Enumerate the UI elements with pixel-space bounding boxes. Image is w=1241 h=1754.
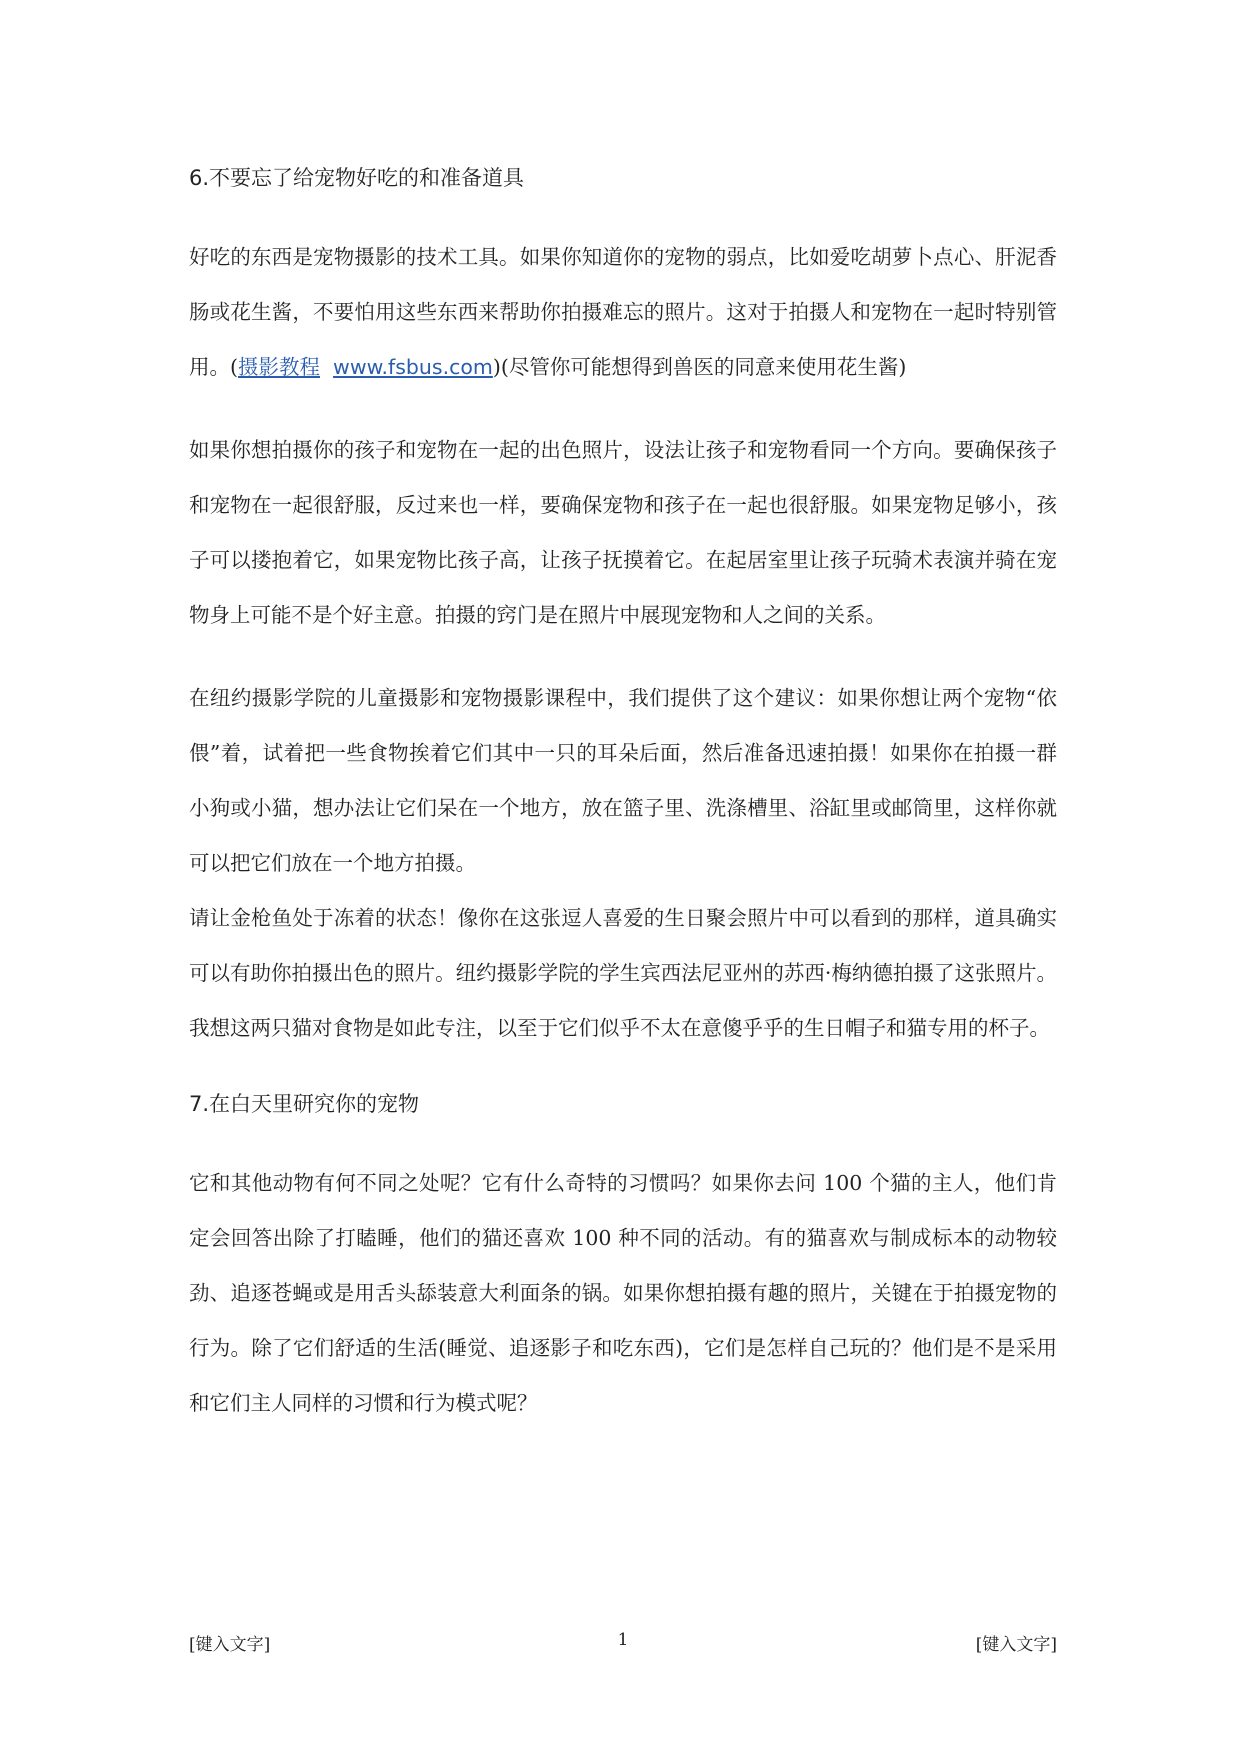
section-6-paragraph-1 (189, 230, 1057, 395)
fsbus-url-link[interactable]: www.fsbus.com (333, 355, 493, 379)
footer-left-placeholder[interactable]: [键入文字] (189, 1635, 271, 1655)
tutorial-link[interactable]: 摄影教程 (238, 355, 320, 379)
footer-page-number: 1 (617, 1630, 629, 1650)
section-6-paragraph-3: 在纽约摄影学院的儿童摄影和宠物摄影课程中，我们提供了这个建议：如果你想让两个宠物“依偎”着，试着把一些食物挨着它们其中一只的耳朵后面，然后准备迅速拍摄！如果你在拍摄一群小狗或小猫，想办法让它们呆在一个地方，放在篮子里、洗涤槽里、浴缸里或邮筒里，这样你就可以把它们放在一个地方拍摄。 (189, 686, 1057, 875)
section-6-paragraph-2: 如果你想拍摄你的孩子和宠物在一起的出色照片，设法让孩子和宠物看同一个方向。要确保孩子和宠物在一起很舒服，反过来也一样，要确保宠物和孩子在一起也很舒服。如果宠物足够小，孩子可以搂抱着它，如果宠物比孩子高，让孩子抚摸着它。在起居室里让孩子玩骑术表演并骑在宠物身上可能不是个好主意。拍摄的窍门是在照片中展现宠物和人之间的关系。 (189, 438, 1057, 627)
section-6-number: 6. (189, 166, 210, 190)
footer-right-placeholder[interactable]: [键入文字] (975, 1635, 1057, 1655)
section-6-paragraph-4: 请让金枪鱼处于冻着的状态！像你在这张逗人喜爱的生日聚会照片中可以看到的那样，道具确实可以有助你拍摄出色的照片。纽约摄影学院的学生宾西法尼亚州的苏西·梅纳德拍摄了这张照片。我想这两只猫对食物是如此专注，以至于它们似乎不太在意傻乎乎的生日帽子和猫专用的杯子。 (189, 906, 1057, 1040)
section-6-title: 不要忘了给宠物好吃的和准备道具 (209, 166, 525, 190)
section-7-title: 在白天里研究你的宠物 (209, 1092, 420, 1116)
section-7-number: 7. (189, 1092, 210, 1116)
section-7-paragraph-1: 它和其他动物有何不同之处呢？它有什么奇特的习惯吗？如果你去问 100 个猫的主人，他们肯定会回答出除了打瞌睡，他们的猫还喜欢 100 种不同的活动。有的猫喜欢与制成标本的动物较劲、追逐苍蝇或是用舌头舔装意大利面条的锅。如果你想拍摄有趣的照片，关键在于拍摄宠物的行为。除了它们舒适的生活(睡觉、追逐影子和吃东西)，它们是怎样自己玩的？他们是不是采用和它们主人同样的习惯和行为模式呢？ (189, 1171, 1057, 1415)
paragraph-text-tail: )(尽管你可能想得到兽医的同意来使用花生酱) (492, 355, 907, 379)
section-7-heading (189, 1084, 1057, 1124)
page-footer (189, 1630, 1057, 1660)
paragraph-text: 好吃的东西是宠物摄影的技术工具。如果你知道你的宠物的弱点，比如爱吃胡萝卜点心、肝泥香肠或花生酱，不要怕用这些东西来帮助你拍摄难忘的照片。这对于拍摄人和宠物在一起时特别管用。( (189, 245, 1057, 379)
document-body (189, 158, 1057, 1431)
section-6-heading (189, 158, 1057, 198)
